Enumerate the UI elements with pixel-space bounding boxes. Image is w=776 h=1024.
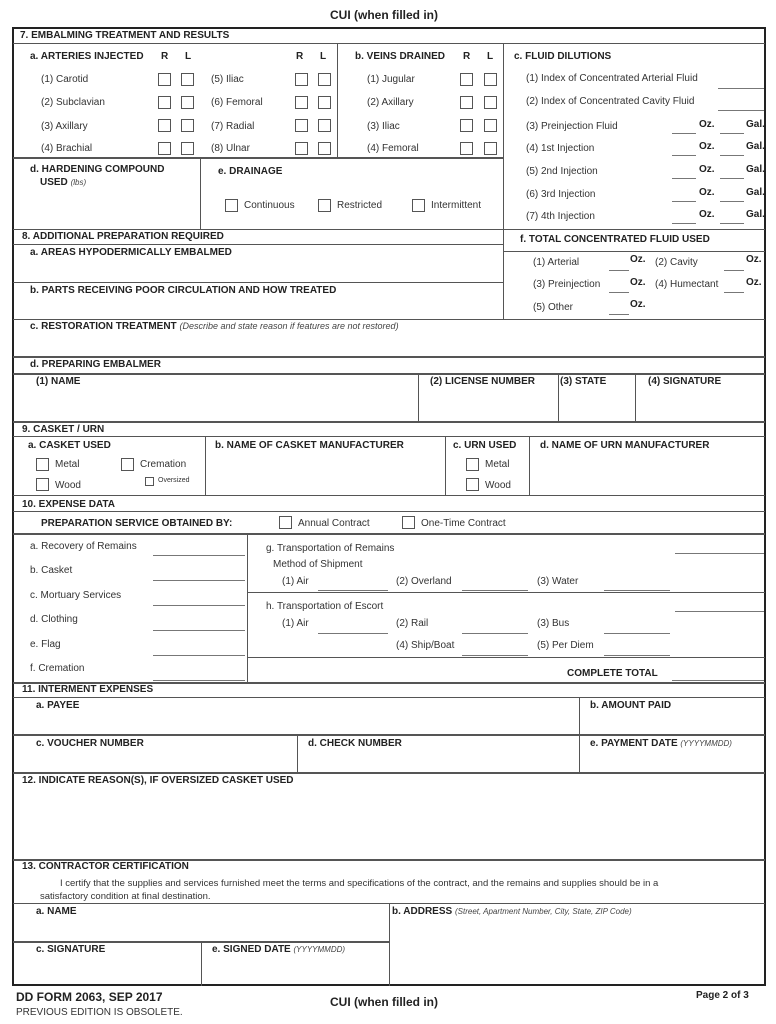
shipment-air-field[interactable] bbox=[318, 590, 388, 591]
gal-label: Gal. bbox=[746, 209, 765, 220]
escort-bus-label: (3) Bus bbox=[537, 618, 570, 629]
casket-metal-checkbox[interactable] bbox=[36, 458, 49, 471]
shipment-overland-field[interactable] bbox=[462, 590, 528, 591]
mortuary-services-label: c. Mortuary Services bbox=[30, 590, 122, 601]
drainage-intermittent-label: Intermittent bbox=[431, 200, 482, 211]
annual-contract-label: Annual Contract bbox=[298, 518, 370, 529]
divider bbox=[247, 657, 765, 658]
total-preinjection-field[interactable] bbox=[609, 292, 629, 293]
gal-label: Gal. bbox=[746, 164, 765, 175]
artery-ulnar-r-checkbox[interactable] bbox=[295, 142, 308, 155]
divider bbox=[13, 533, 765, 535]
artery-radial-label: (7) Radial bbox=[211, 121, 255, 132]
fluid-dilutions-label: c. FLUID DILUTIONS bbox=[514, 51, 612, 62]
transport-remains-field[interactable] bbox=[675, 553, 764, 554]
contractor-name-field[interactable] bbox=[14, 920, 387, 940]
hardening-compound-label: d. HARDENING COMPOUND bbox=[30, 164, 165, 175]
shipment-overland-label: (2) Overland bbox=[396, 576, 452, 587]
artery-brachial-label: (4) Brachial bbox=[41, 143, 93, 154]
total-humectant-field[interactable] bbox=[724, 292, 744, 293]
complete-total-field[interactable] bbox=[672, 680, 764, 681]
embalmer-signature-label: (4) SIGNATURE bbox=[648, 376, 722, 387]
restoration-note: (Describe and state reason if features are not restored) bbox=[179, 321, 399, 331]
artery-iliac-label: (5) Iliac bbox=[211, 74, 244, 85]
contractor-signature-label: c. SIGNATURE bbox=[36, 944, 106, 955]
drainage-intermittent-checkbox[interactable] bbox=[412, 199, 425, 212]
divider bbox=[503, 229, 504, 319]
divider bbox=[337, 43, 338, 158]
preinjection-oz-field[interactable] bbox=[672, 133, 696, 134]
payment-date-label bbox=[590, 738, 732, 749]
page-number: Page 2 of 3 bbox=[696, 990, 749, 1001]
complete-total-label: COMPLETE TOTAL bbox=[567, 668, 658, 679]
artery-axillary-r-checkbox[interactable] bbox=[158, 119, 171, 132]
artery-radial-l-checkbox[interactable] bbox=[318, 119, 331, 132]
divider bbox=[13, 373, 765, 375]
shipment-air-label: (1) Air bbox=[282, 576, 309, 587]
index-arterial-field[interactable] bbox=[718, 88, 764, 89]
casket-oversized-checkbox[interactable] bbox=[145, 477, 154, 486]
certification-text-line1: I certify that the supplies and services furnished meet the terms and specifications of the contract, and the remains and supplies should be in a bbox=[60, 878, 659, 889]
fourth-injection-label: (7) 4th Injection bbox=[526, 211, 595, 222]
divider bbox=[13, 356, 765, 358]
oz-label: Oz. bbox=[630, 299, 646, 310]
third-injection-label: (6) 3rd Injection bbox=[526, 189, 596, 200]
gal-label: Gal. bbox=[746, 141, 765, 152]
cui-footer: CUI (when filled in) bbox=[330, 995, 438, 1009]
hardening-used-text: USED bbox=[40, 177, 68, 188]
section-7-title: 7. EMBALMING TREATMENT AND RESULTS bbox=[20, 30, 230, 41]
escort-per-diem-label: (5) Per Diem bbox=[537, 640, 594, 651]
divider bbox=[503, 43, 504, 229]
one-time-contract-label: One-Time Contract bbox=[421, 518, 506, 529]
payment-date-field[interactable] bbox=[580, 752, 764, 772]
artery-femoral-l-checkbox[interactable] bbox=[318, 96, 331, 109]
first-injection-label: (4) 1st Injection bbox=[526, 143, 595, 154]
drainage-continuous-label: Continuous bbox=[244, 200, 295, 211]
casket-manufacturer-field[interactable] bbox=[206, 454, 444, 494]
drainage-restricted-label: Restricted bbox=[337, 200, 383, 211]
clothing-field[interactable] bbox=[153, 630, 245, 631]
urn-used-label: c. URN USED bbox=[453, 440, 517, 451]
arteries-l-header-2: L bbox=[320, 51, 327, 62]
vein-jugular-label: (1) Jugular bbox=[367, 74, 415, 85]
oz-label: Oz. bbox=[699, 164, 715, 175]
arteries-r-header-2: R bbox=[296, 51, 304, 62]
signed-date-label bbox=[212, 944, 345, 955]
embalmer-name-field[interactable] bbox=[14, 390, 417, 420]
total-preinjection-label: (3) Preinjection bbox=[533, 279, 601, 290]
drainage-label: e. DRAINAGE bbox=[218, 166, 283, 177]
fourth-injection-oz-field[interactable] bbox=[672, 223, 696, 224]
gal-label: Gal. bbox=[746, 187, 765, 198]
escort-bus-field[interactable] bbox=[604, 633, 670, 634]
hardening-unit: (lbs) bbox=[70, 178, 87, 187]
divider bbox=[247, 592, 765, 593]
divider bbox=[13, 772, 765, 774]
address-title: b. ADDRESS bbox=[392, 906, 453, 917]
escort-rail-field[interactable] bbox=[462, 633, 528, 634]
veins-l-header: L bbox=[487, 51, 494, 62]
embalmer-license-field[interactable] bbox=[419, 390, 557, 420]
payee-label: a. PAYEE bbox=[36, 700, 80, 711]
hardening-compound-label-2 bbox=[40, 177, 86, 188]
divider bbox=[13, 43, 765, 44]
total-cavity-label: (2) Cavity bbox=[655, 257, 698, 268]
hardening-compound-field[interactable] bbox=[14, 190, 199, 226]
recovery-of-remains-label: a. Recovery of Remains bbox=[30, 541, 137, 552]
clothing-label: d. Clothing bbox=[30, 614, 78, 625]
vein-axillary-label: (2) Axillary bbox=[367, 97, 414, 108]
artery-subclavian-r-checkbox[interactable] bbox=[158, 96, 171, 109]
embalmer-license-label: (2) LICENSE NUMBER bbox=[430, 376, 536, 387]
contractor-address-field[interactable] bbox=[390, 920, 764, 984]
section-9-title: 9. CASKET / URN bbox=[22, 424, 105, 435]
address-note: (Street, Apartment Number, City, State, ZIP Code) bbox=[454, 907, 632, 916]
artery-ulnar-label: (8) Ulnar bbox=[211, 143, 250, 154]
transport-escort-field[interactable] bbox=[675, 611, 764, 612]
casket-cremation-label: Cremation bbox=[140, 459, 187, 470]
signed-date-title: e. SIGNED DATE bbox=[212, 944, 291, 955]
artery-axillary-l-checkbox[interactable] bbox=[181, 119, 194, 132]
index-cavity-field[interactable] bbox=[718, 110, 764, 111]
vein-jugular-l-checkbox[interactable] bbox=[484, 73, 497, 86]
oz-label: Oz. bbox=[699, 119, 715, 130]
casket-metal-label: Metal bbox=[55, 459, 80, 470]
divider bbox=[13, 421, 765, 423]
section-10-title: 10. EXPENSE DATA bbox=[22, 499, 115, 510]
drainage-continuous-checkbox[interactable] bbox=[225, 199, 238, 212]
urn-wood-label: Wood bbox=[485, 480, 511, 491]
one-time-contract-checkbox[interactable] bbox=[402, 516, 415, 529]
divider bbox=[13, 282, 503, 283]
casket-expense-label: b. Casket bbox=[30, 565, 73, 576]
preinjection-gal-field[interactable] bbox=[720, 133, 744, 134]
arteries-l-header: L bbox=[185, 51, 192, 62]
total-arterial-field[interactable] bbox=[609, 270, 629, 271]
oz-label: Oz. bbox=[746, 277, 762, 288]
payee-field[interactable] bbox=[14, 713, 578, 734]
signed-date-format: (YYYYMMDD) bbox=[293, 945, 346, 954]
escort-rail-label: (2) Rail bbox=[396, 618, 429, 629]
section-11-title: 11. INTERMENT EXPENSES bbox=[22, 684, 154, 695]
casket-used-label: a. CASKET USED bbox=[28, 440, 111, 451]
embalmer-state-label: (3) STATE bbox=[560, 376, 607, 387]
artery-carotid-r-checkbox[interactable] bbox=[158, 73, 171, 86]
embalmer-signature-field[interactable] bbox=[636, 390, 764, 420]
restoration-label bbox=[30, 321, 399, 332]
artery-axillary-label: (3) Axillary bbox=[41, 121, 88, 132]
escort-ship-boat-label: (4) Ship/Boat bbox=[396, 640, 455, 651]
veins-r-header: R bbox=[463, 51, 471, 62]
oz-label: Oz. bbox=[699, 209, 715, 220]
urn-metal-checkbox[interactable] bbox=[466, 458, 479, 471]
areas-hypodermic-label: a. AREAS HYPODERMICALLY EMBALMED bbox=[30, 247, 232, 258]
casket-oversized-label: Oversized bbox=[158, 477, 190, 484]
shipment-water-field[interactable] bbox=[604, 590, 670, 591]
oversized-reason-field[interactable] bbox=[14, 790, 764, 858]
divider bbox=[13, 697, 765, 698]
third-injection-gal-field[interactable] bbox=[720, 201, 744, 202]
preinjection-fluid-label: (3) Preinjection Fluid bbox=[526, 121, 618, 132]
artery-radial-r-checkbox[interactable] bbox=[295, 119, 308, 132]
embalmer-state-field[interactable] bbox=[559, 390, 634, 420]
poor-circulation-label: b. PARTS RECEIVING POOR CIRCULATION AND HOW TREATED bbox=[30, 285, 337, 296]
artery-ulnar-l-checkbox[interactable] bbox=[318, 142, 331, 155]
shipment-water-label: (3) Water bbox=[537, 576, 579, 587]
divider bbox=[503, 251, 765, 252]
contractor-name-label: a. NAME bbox=[36, 906, 77, 917]
vein-axillary-l-checkbox[interactable] bbox=[484, 96, 497, 109]
oz-label: Oz. bbox=[630, 254, 646, 265]
artery-femoral-r-checkbox[interactable] bbox=[295, 96, 308, 109]
gal-label: Gal. bbox=[746, 119, 765, 130]
check-number-label: d. CHECK NUMBER bbox=[308, 738, 402, 749]
voucher-number-label: c. VOUCHER NUMBER bbox=[36, 738, 144, 749]
section-13-title: 13. CONTRACTOR CERTIFICATION bbox=[22, 861, 189, 872]
artery-iliac-l-checkbox[interactable] bbox=[318, 73, 331, 86]
poor-circulation-field[interactable] bbox=[14, 298, 502, 318]
oz-label: Oz. bbox=[699, 141, 715, 152]
escort-air-label: (1) Air bbox=[282, 618, 309, 629]
payment-date-title: e. PAYMENT DATE bbox=[590, 738, 678, 749]
previous-edition-note: PREVIOUS EDITION IS OBSOLETE. bbox=[16, 1007, 183, 1018]
fourth-injection-gal-field[interactable] bbox=[720, 223, 744, 224]
artery-brachial-l-checkbox[interactable] bbox=[181, 142, 194, 155]
casket-cremation-checkbox[interactable] bbox=[121, 458, 134, 471]
certification-text-line2: satisfactory condition at final destination. bbox=[40, 891, 211, 902]
veins-label: b. VEINS DRAINED bbox=[355, 51, 446, 62]
oz-label: Oz. bbox=[699, 187, 715, 198]
total-other-field[interactable] bbox=[609, 314, 629, 315]
vein-femoral-label: (4) Femoral bbox=[367, 143, 419, 154]
prep-service-label: PREPARATION SERVICE OBTAINED BY: bbox=[41, 518, 233, 529]
amount-paid-field[interactable] bbox=[580, 713, 764, 734]
divider bbox=[13, 244, 503, 245]
urn-metal-label: Metal bbox=[485, 459, 510, 470]
second-injection-label: (5) 2nd Injection bbox=[526, 166, 598, 177]
annual-contract-checkbox[interactable] bbox=[279, 516, 292, 529]
vein-axillary-r-checkbox[interactable] bbox=[460, 96, 473, 109]
arteries-label: a. ARTERIES INJECTED bbox=[30, 51, 144, 62]
cremation-expense-field[interactable] bbox=[153, 680, 245, 681]
payment-date-format: (YYYYMMDD) bbox=[680, 739, 732, 748]
restoration-field[interactable] bbox=[14, 334, 764, 356]
divider bbox=[247, 534, 248, 682]
casket-expense-field[interactable] bbox=[153, 580, 245, 581]
escort-per-diem-field[interactable] bbox=[604, 655, 670, 656]
divider bbox=[13, 495, 765, 496]
casket-wood-label: Wood bbox=[55, 480, 81, 491]
urn-manufacturer-field[interactable] bbox=[530, 454, 764, 494]
form-number: DD FORM 2063, SEP 2017 bbox=[16, 990, 163, 1004]
flag-field[interactable] bbox=[153, 655, 245, 656]
amount-paid-label: b. AMOUNT PAID bbox=[590, 700, 672, 711]
vein-iliac-label: (3) Iliac bbox=[367, 121, 400, 132]
divider bbox=[13, 229, 765, 230]
artery-carotid-l-checkbox[interactable] bbox=[181, 73, 194, 86]
signed-date-field[interactable] bbox=[202, 958, 388, 984]
total-humectant-label: (4) Humectant bbox=[655, 279, 719, 290]
first-injection-oz-field[interactable] bbox=[672, 155, 696, 156]
divider bbox=[445, 437, 446, 495]
escort-air-field[interactable] bbox=[318, 633, 388, 634]
check-number-field[interactable] bbox=[298, 752, 578, 772]
total-arterial-label: (1) Arterial bbox=[533, 257, 580, 268]
divider bbox=[13, 319, 765, 320]
divider bbox=[13, 511, 765, 512]
mortuary-services-field[interactable] bbox=[153, 605, 245, 606]
artery-brachial-r-checkbox[interactable] bbox=[158, 142, 171, 155]
artery-iliac-r-checkbox[interactable] bbox=[295, 73, 308, 86]
divider bbox=[200, 158, 201, 229]
oz-label: Oz. bbox=[630, 277, 646, 288]
urn-manufacturer-label: d. NAME OF URN MANUFACTURER bbox=[540, 440, 710, 451]
cremation-expense-label: f. Cremation bbox=[30, 663, 85, 674]
arteries-r-header: R bbox=[161, 51, 169, 62]
escort-ship-boat-field[interactable] bbox=[462, 655, 528, 656]
artery-subclavian-l-checkbox[interactable] bbox=[181, 96, 194, 109]
index-arterial-label: (1) Index of Concentrated Arterial Fluid bbox=[526, 73, 698, 84]
section-8-title: 8. ADDITIONAL PREPARATION REQUIRED bbox=[22, 231, 224, 242]
artery-carotid-label: (1) Carotid bbox=[41, 74, 89, 85]
vein-femoral-l-checkbox[interactable] bbox=[484, 142, 497, 155]
contractor-signature-field[interactable] bbox=[14, 958, 200, 984]
divider bbox=[13, 734, 765, 736]
second-injection-oz-field[interactable] bbox=[672, 178, 696, 179]
transport-escort-label: h. Transportation of Escort bbox=[266, 601, 384, 612]
vein-iliac-l-checkbox[interactable] bbox=[484, 119, 497, 132]
preparing-embalmer-label: d. PREPARING EMBALMER bbox=[30, 359, 161, 370]
contractor-address-label bbox=[392, 906, 632, 917]
divider bbox=[13, 157, 503, 159]
restoration-title: c. RESTORATION TREATMENT bbox=[30, 321, 177, 332]
areas-hypodermic-field[interactable] bbox=[14, 260, 502, 282]
artery-femoral-label: (6) Femoral bbox=[211, 97, 263, 108]
vein-femoral-r-checkbox[interactable] bbox=[460, 142, 473, 155]
drainage-restricted-checkbox[interactable] bbox=[318, 199, 331, 212]
casket-wood-checkbox[interactable] bbox=[36, 478, 49, 491]
total-other-label: (5) Other bbox=[533, 302, 574, 313]
embalmer-name-label: (1) NAME bbox=[36, 376, 81, 387]
urn-wood-checkbox[interactable] bbox=[466, 478, 479, 491]
vein-iliac-r-checkbox[interactable] bbox=[460, 119, 473, 132]
index-cavity-label: (2) Index of Concentrated Cavity Fluid bbox=[526, 96, 695, 107]
total-fluid-label: f. TOTAL CONCENTRATED FLUID USED bbox=[520, 234, 710, 245]
vein-jugular-r-checkbox[interactable] bbox=[460, 73, 473, 86]
flag-label: e. Flag bbox=[30, 639, 61, 650]
section-12-title: 12. INDICATE REASON(S), IF OVERSIZED CASKET USED bbox=[22, 775, 294, 786]
transport-remains-label: g. Transportation of Remains bbox=[266, 543, 395, 554]
total-cavity-field[interactable] bbox=[724, 270, 744, 271]
recovery-of-remains-field[interactable] bbox=[153, 555, 245, 556]
third-injection-oz-field[interactable] bbox=[672, 201, 696, 202]
oz-label: Oz. bbox=[746, 254, 762, 265]
casket-manufacturer-label: b. NAME OF CASKET MANUFACTURER bbox=[215, 440, 404, 451]
artery-subclavian-label: (2) Subclavian bbox=[41, 97, 105, 108]
method-of-shipment-label: Method of Shipment bbox=[273, 559, 363, 570]
second-injection-gal-field[interactable] bbox=[720, 178, 744, 179]
first-injection-gal-field[interactable] bbox=[720, 155, 744, 156]
voucher-number-field[interactable] bbox=[14, 752, 296, 772]
cui-header: CUI (when filled in) bbox=[330, 8, 438, 22]
divider bbox=[13, 436, 765, 437]
